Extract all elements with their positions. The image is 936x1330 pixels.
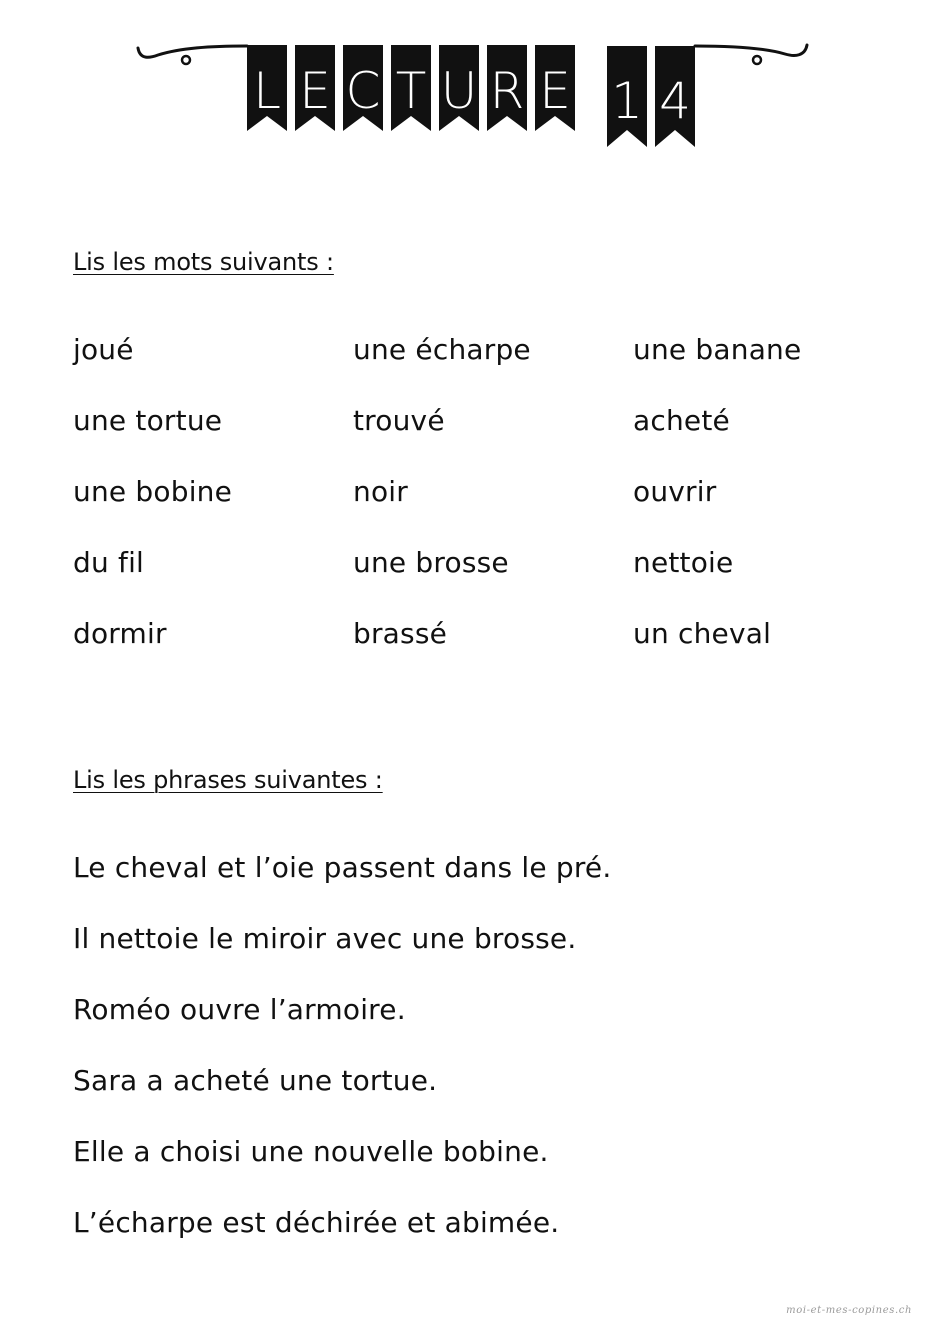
footer-credit: moi-et-mes-copines.ch xyxy=(786,1305,912,1316)
word-row xyxy=(73,399,913,470)
banner-letter: 1 xyxy=(611,72,643,130)
word-item: trouvé xyxy=(353,404,445,437)
banner-letter: U xyxy=(440,62,478,120)
banner-string-right-curl xyxy=(753,56,761,64)
word-item: une tortue xyxy=(73,404,223,437)
banner-letter: E xyxy=(299,62,331,120)
word-item: dormir xyxy=(73,617,167,650)
banner-letter: E xyxy=(539,62,571,120)
banner-letter: C xyxy=(345,62,381,120)
word-item: brassé xyxy=(353,617,448,650)
banner-letter: L xyxy=(253,62,281,120)
banner-letter: 4 xyxy=(659,72,691,130)
word-item: une écharpe xyxy=(353,333,531,366)
word-row xyxy=(73,541,913,612)
word-item: une banane xyxy=(633,333,802,366)
word-item: ouvrir xyxy=(633,475,717,508)
banner-string-right xyxy=(695,45,807,55)
words-section-heading: Lis les mots suivants : xyxy=(73,248,334,276)
banner-string-left xyxy=(138,46,247,57)
banner-letter: R xyxy=(489,62,525,120)
sentence-item: Elle a choisi une nouvelle bobine. xyxy=(73,1135,549,1168)
sentence-item: L’écharpe est déchirée et abimée. xyxy=(73,1206,560,1239)
sentence-item: Roméo ouvre l’armoire. xyxy=(73,993,406,1026)
sentence-item: Il nettoie le miroir avec une brosse. xyxy=(73,922,577,955)
word-row xyxy=(73,328,913,399)
banner-letter: T xyxy=(395,62,427,120)
sentences-section-heading: Lis les phrases suivantes : xyxy=(73,766,383,794)
word-item: acheté xyxy=(633,404,730,437)
word-item: une bobine xyxy=(73,475,233,508)
word-row xyxy=(73,470,913,541)
sentence-list xyxy=(73,846,611,1272)
sentence-item: Sara a acheté une tortue. xyxy=(73,1064,438,1097)
word-item: du fil xyxy=(73,546,145,579)
word-item: un cheval xyxy=(633,617,772,650)
banner-string-left-curl xyxy=(182,56,190,64)
word-item: une brosse xyxy=(353,546,509,579)
word-item: joué xyxy=(73,333,134,366)
title-banner xyxy=(0,0,936,170)
sentence-item: Le cheval et l’oie passent dans le pré. xyxy=(73,851,612,884)
word-row xyxy=(73,612,913,683)
word-item: nettoie xyxy=(633,546,734,579)
words-grid xyxy=(73,328,913,683)
word-item: noir xyxy=(353,475,408,508)
